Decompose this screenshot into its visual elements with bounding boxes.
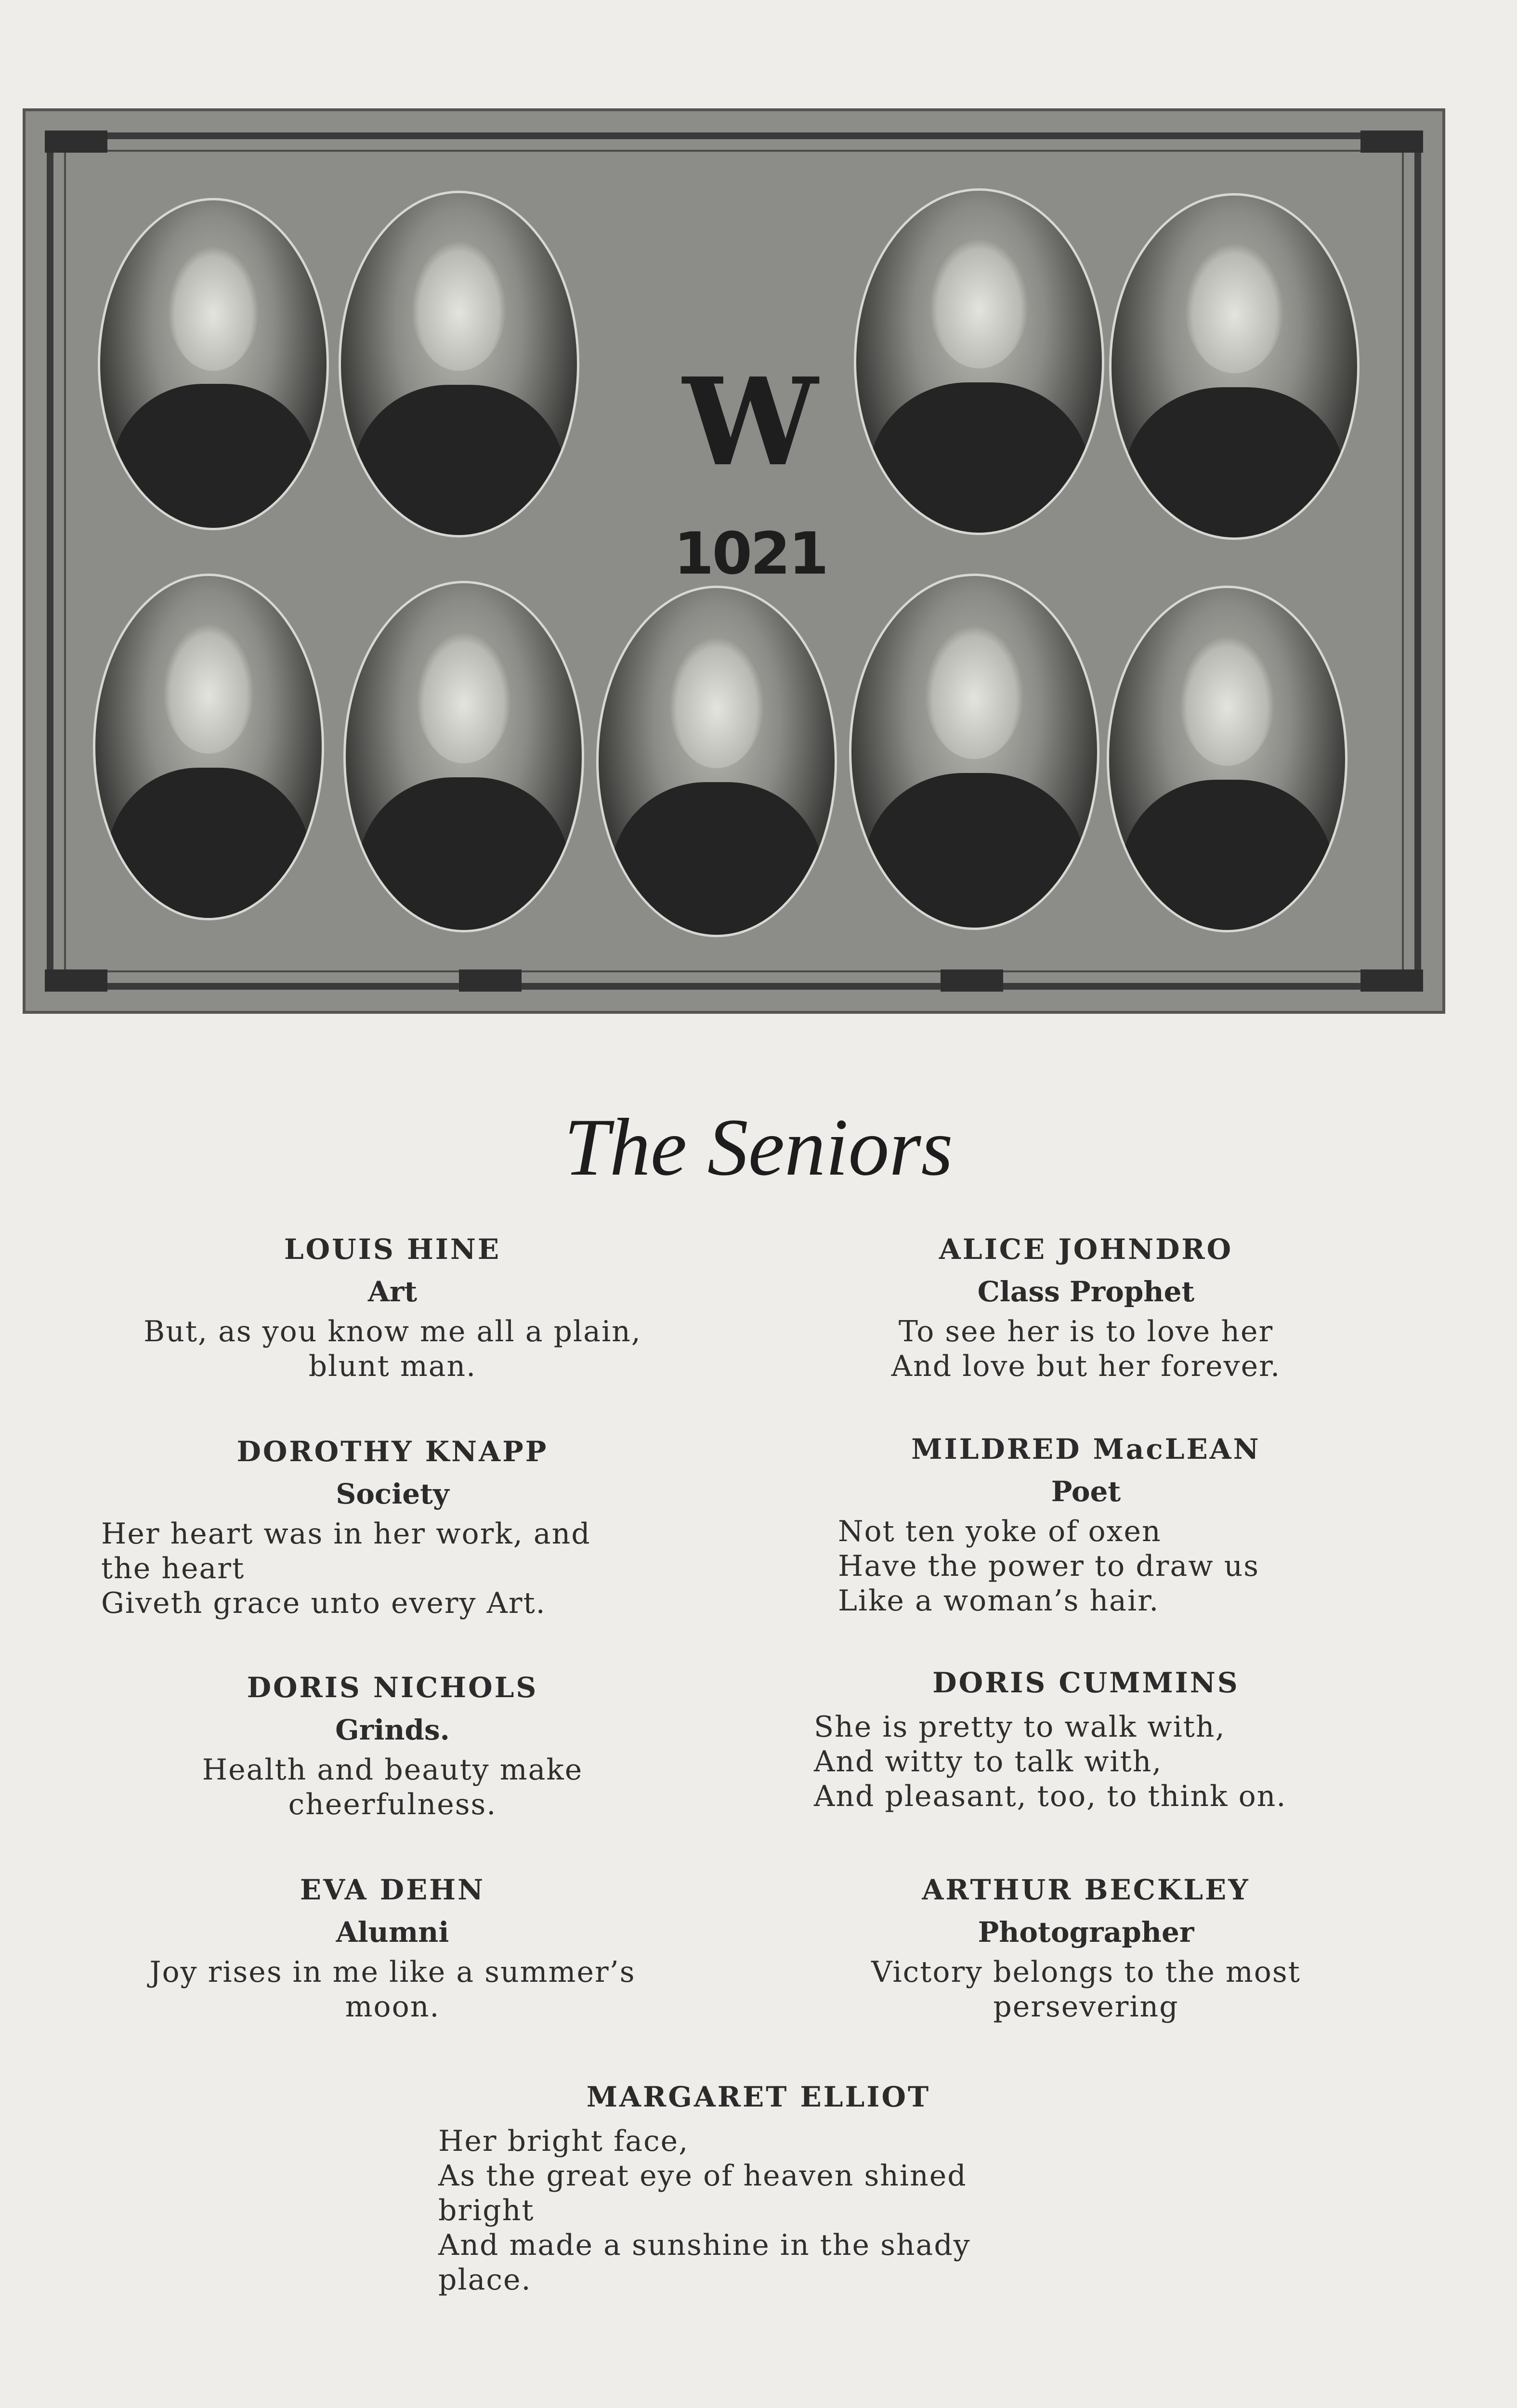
frame-corner [45, 131, 107, 153]
senior-verse: To see her is to love her And love but her forever. [891, 1315, 1281, 1384]
senior-name: DORIS CUMMINS [932, 1666, 1240, 1699]
frame-corner [459, 969, 522, 992]
senior-name: MARGARET ELLIOT [586, 2081, 931, 2113]
senior-role: Art [367, 1275, 418, 1308]
senior-entry [72, 1233, 713, 1384]
senior-entry [72, 1435, 713, 1621]
senior-entry [72, 1671, 713, 1822]
senior-verse: Not ten yoke of oxen Have the power to draw us Like a woman’s hair. [838, 1515, 1260, 1618]
senior-portrait [849, 574, 1099, 930]
frame-corner [1360, 969, 1423, 992]
senior-name: ALICE JOHNDRO [939, 1233, 1233, 1266]
senior-verse: Joy rises in me like a summer’s moon. [149, 1955, 636, 2024]
senior-portrait [343, 581, 584, 932]
senior-entry [766, 1873, 1406, 2024]
senior-portrait [596, 586, 837, 937]
senior-role: Photographer [978, 1915, 1194, 1949]
senior-entry [766, 1666, 1406, 1814]
senior-portrait [1109, 193, 1360, 540]
senior-verse: But, as you know me all a plain, blunt man. [144, 1315, 641, 1384]
senior-name: EVA DEHN [300, 1873, 485, 1906]
senior-name: MILDRED MacLEAN [911, 1433, 1261, 1466]
frame-corner [1360, 131, 1423, 153]
senior-entry [72, 1873, 713, 2024]
senior-portrait [93, 574, 324, 920]
senior-verse: Health and beauty make cheerfulness. [202, 1753, 583, 1822]
senior-role: Class Prophet [977, 1275, 1195, 1308]
frame-corner [941, 969, 1003, 992]
senior-portrait [1107, 586, 1347, 932]
senior-role: Poet [1051, 1475, 1121, 1508]
senior-name: ARTHUR BECKLEY [922, 1873, 1250, 1906]
senior-portrait [339, 191, 579, 537]
senior-photo-panel [23, 108, 1445, 1014]
senior-entry [766, 1233, 1406, 1384]
senior-portrait [854, 188, 1104, 535]
senior-name: DORIS NICHOLS [247, 1671, 538, 1704]
senior-name: LOUIS HINE [284, 1233, 501, 1266]
senior-role: Grinds. [335, 1713, 450, 1746]
senior-entry [766, 1433, 1406, 1618]
class-year: 1021 [674, 521, 827, 588]
senior-role: Society [336, 1477, 449, 1510]
senior-role: Alumni [336, 1915, 449, 1949]
senior-portrait [98, 198, 329, 530]
frame-corner [45, 969, 107, 992]
senior-entry [433, 2081, 1084, 2297]
school-letter-logo: W [682, 351, 818, 493]
senior-verse: She is pretty to walk with, And witty to talk with, And pleasant, too, to think on. [814, 1710, 1287, 1813]
section-title: The Seniors [564, 1102, 953, 1192]
senior-verse: Victory belongs to the most persevering [871, 1955, 1301, 2024]
senior-verse: Her bright face, As the great eye of heaven shined bright And made a sunshine in the shady place. [438, 2124, 971, 2297]
senior-name: DOROTHY KNAPP [236, 1435, 549, 1468]
senior-verse: Her heart was in her work, and the heart Giveth grace unto every Art. [101, 1517, 591, 1621]
